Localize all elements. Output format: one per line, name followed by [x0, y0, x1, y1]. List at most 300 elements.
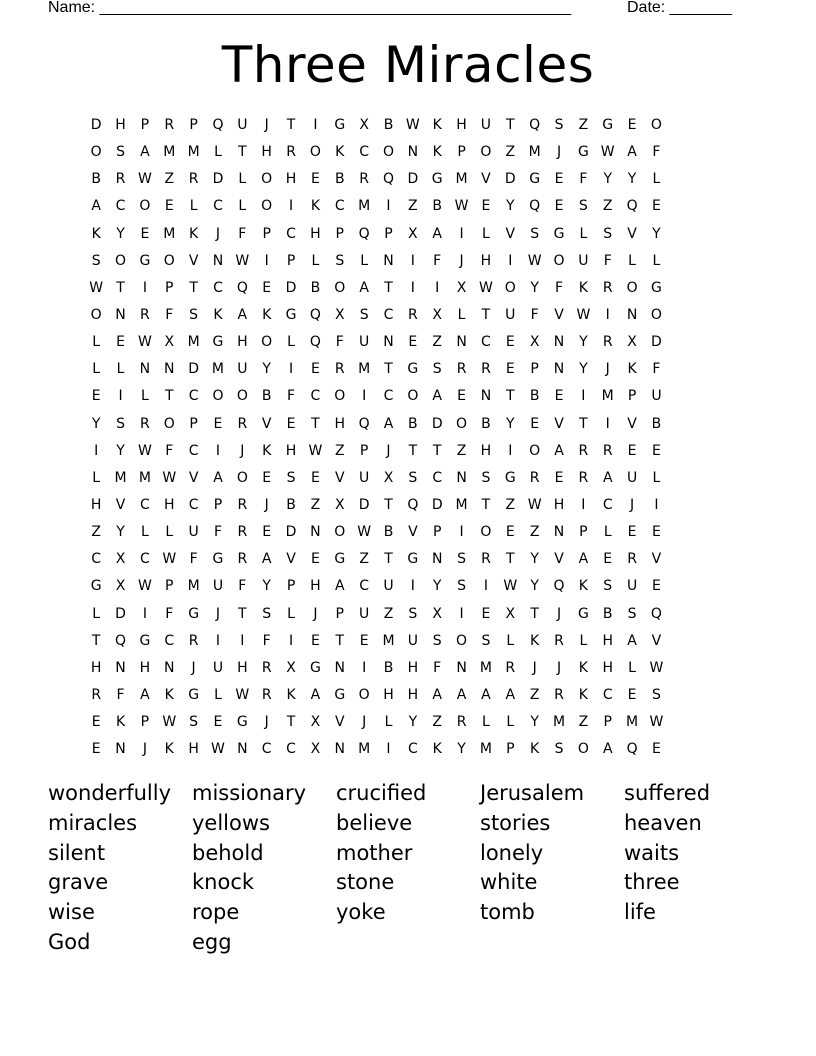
- grid-letter: J: [386, 442, 391, 459]
- grid-letter: E: [262, 524, 272, 541]
- grid-letter: G: [188, 605, 200, 622]
- grid-letter: I: [605, 307, 610, 324]
- grid-letter: C: [140, 497, 150, 514]
- grid-letter: H: [310, 225, 321, 242]
- grid-letter: L: [482, 225, 490, 242]
- grid-letter: Z: [334, 442, 345, 459]
- grid-letter: O: [480, 144, 492, 161]
- grid-letter: N: [212, 252, 224, 269]
- grid-letter: E: [627, 442, 637, 459]
- grid-letter: I: [508, 442, 513, 459]
- grid-letter: B: [529, 388, 540, 405]
- grid-letter: F: [165, 442, 174, 459]
- grid-letter: A: [481, 687, 491, 704]
- grid-letter: V: [651, 551, 662, 568]
- grid-letter: G: [285, 307, 297, 324]
- grid-letter: T: [506, 551, 515, 568]
- grid-letter: K: [432, 741, 442, 758]
- grid-letter: S: [408, 469, 418, 486]
- grid-letter: S: [408, 605, 418, 622]
- grid-letter: H: [456, 117, 467, 134]
- grid-letter: G: [529, 171, 541, 188]
- word-item: tomb: [480, 900, 535, 925]
- word-item: suffered: [624, 781, 711, 805]
- grid-letter: Q: [236, 279, 248, 296]
- grid-letter: O: [261, 198, 273, 215]
- grid-letter: A: [578, 551, 589, 568]
- grid-row: [84, 275, 734, 302]
- grid-letter: W: [357, 524, 372, 541]
- grid-letter: E: [262, 279, 272, 296]
- grid-letter: Y: [652, 225, 661, 242]
- grid-letter: F: [603, 252, 612, 269]
- grid-letter: A: [505, 687, 516, 704]
- grid-letter: C: [359, 578, 370, 595]
- grid-letter: H: [602, 659, 613, 676]
- grid-letter: R: [115, 171, 126, 188]
- grid-letter: S: [578, 198, 588, 215]
- word-item: three: [624, 870, 680, 895]
- grid-letter: C: [334, 198, 345, 215]
- grid-letter: N: [626, 307, 638, 324]
- grid-letter: K: [189, 225, 199, 242]
- grid-letter: W: [137, 334, 152, 351]
- grid-letter: S: [262, 605, 272, 622]
- grid-letter: M: [626, 714, 639, 731]
- grid-letter: T: [286, 117, 296, 134]
- grid-letter: L: [457, 307, 466, 324]
- grid-letter: G: [602, 117, 614, 134]
- grid-letter: T: [116, 279, 125, 296]
- grid-letter: L: [482, 714, 490, 731]
- grid-letter: R: [481, 361, 491, 378]
- grid-letter: W: [649, 659, 664, 676]
- grid-letter: P: [530, 361, 539, 378]
- grid-letter: W: [211, 741, 225, 758]
- grid-row: [84, 411, 734, 438]
- grid-letter: O: [236, 469, 248, 486]
- grid-letter: H: [285, 171, 297, 188]
- grid-letter: N: [553, 361, 565, 378]
- grid-letter: G: [139, 252, 151, 269]
- grid-letter: D: [115, 605, 126, 622]
- grid-letter: S: [627, 605, 637, 622]
- grid-letter: S: [359, 307, 369, 324]
- grid-letter: K: [627, 361, 637, 378]
- grid-letter: E: [116, 334, 125, 351]
- grid-letter: B: [432, 198, 443, 215]
- grid-letter: W: [527, 497, 542, 514]
- grid-letter: T: [384, 497, 393, 514]
- grid-letter: V: [261, 415, 272, 432]
- grid-letter: K: [578, 279, 588, 296]
- grid-letter: U: [359, 605, 370, 622]
- grid-letter: C: [407, 741, 418, 758]
- grid-letter: T: [408, 442, 418, 459]
- grid-letter: E: [554, 469, 564, 486]
- grid-letter: C: [383, 307, 394, 324]
- grid-letter: A: [432, 388, 442, 405]
- grid-letter: P: [140, 117, 150, 134]
- grid-letter: W: [600, 144, 615, 161]
- word-item: stone: [336, 870, 395, 895]
- grid-letter: E: [91, 714, 101, 731]
- grid-letter: U: [237, 117, 248, 134]
- grid-letter: Z: [432, 714, 442, 731]
- grid-row: [84, 628, 734, 655]
- grid-letter: G: [309, 659, 321, 676]
- grid-letter: Y: [506, 415, 515, 432]
- grid-row: [84, 438, 734, 465]
- grid-letter: G: [334, 687, 346, 704]
- grid-letter: W: [162, 551, 177, 568]
- grid-letter: E: [627, 117, 637, 134]
- grid-letter: F: [652, 361, 661, 378]
- grid-letter: E: [310, 361, 320, 378]
- grid-letter: B: [408, 415, 418, 432]
- grid-letter: Q: [553, 578, 565, 595]
- grid-letter: E: [91, 388, 101, 405]
- grid-letter: Y: [579, 361, 588, 378]
- grid-letter: E: [359, 632, 369, 649]
- grid-letter: H: [261, 144, 272, 161]
- grid-row: [84, 329, 734, 356]
- grid-letter: Q: [407, 497, 419, 514]
- grid-letter: L: [92, 469, 101, 486]
- grid-letter: Y: [408, 714, 418, 731]
- grid-letter: F: [189, 551, 198, 568]
- grid-letter: O: [309, 144, 321, 161]
- grid-letter: I: [459, 524, 464, 541]
- grid-letter: L: [506, 632, 515, 649]
- word-bank: [48, 779, 768, 958]
- grid-letter: A: [334, 578, 345, 595]
- grid-letter: D: [407, 171, 419, 188]
- grid-letter: L: [140, 524, 149, 541]
- grid-letter: E: [310, 551, 320, 568]
- grid-letter: E: [213, 415, 223, 432]
- grid-letter: W: [235, 252, 250, 269]
- grid-letter: G: [651, 279, 662, 296]
- grid-letter: R: [359, 171, 369, 188]
- grid-letter: Q: [309, 334, 321, 351]
- grid-letter: Y: [116, 225, 125, 242]
- grid-letter: N: [431, 551, 443, 568]
- grid-letter: O: [456, 632, 468, 649]
- word-item: yoke: [336, 900, 386, 925]
- grid-letter: L: [92, 361, 101, 378]
- grid-letter: T: [238, 605, 247, 622]
- grid-letter: J: [532, 659, 537, 676]
- grid-letter: H: [480, 442, 492, 459]
- grid-letter: Z: [91, 524, 101, 541]
- word-item: Jerusalem: [480, 781, 585, 805]
- grid-letter: A: [359, 279, 369, 296]
- grid-letter: S: [603, 578, 613, 595]
- grid-letter: W: [162, 469, 177, 486]
- grid-letter: P: [457, 144, 466, 161]
- grid-letter: V: [651, 632, 662, 649]
- grid-letter: Q: [212, 117, 224, 134]
- grid-letter: O: [236, 388, 248, 405]
- grid-letter: J: [556, 659, 562, 676]
- grid-letter: V: [627, 225, 637, 242]
- grid-letter: C: [213, 279, 223, 296]
- grid-letter: O: [261, 334, 273, 351]
- grid-letter: K: [578, 687, 588, 704]
- grid-letter: R: [334, 361, 345, 378]
- word-item: stories: [480, 810, 551, 835]
- grid-row: [84, 139, 734, 166]
- grid-letter: N: [407, 144, 419, 161]
- grid-letter: Z: [164, 171, 175, 188]
- grid-letter: U: [407, 632, 418, 649]
- grid-letter: F: [579, 171, 588, 188]
- grid-letter: O: [115, 252, 127, 269]
- grid-letter: A: [383, 415, 394, 432]
- grid-letter: N: [334, 659, 346, 676]
- grid-letter: M: [187, 144, 200, 161]
- grid-letter: T: [481, 307, 491, 324]
- grid-letter: P: [384, 225, 393, 242]
- grid-letter: V: [188, 252, 199, 269]
- grid-letter: V: [286, 551, 296, 568]
- grid-letter: O: [90, 307, 102, 324]
- grid-letter: J: [556, 605, 562, 622]
- grid-letter: H: [139, 659, 151, 676]
- grid-letter: R: [286, 144, 296, 161]
- grid-letter: Y: [506, 198, 515, 215]
- grid-letter: X: [286, 659, 296, 676]
- grid-letter: M: [358, 198, 371, 215]
- grid-letter: J: [313, 605, 318, 622]
- grid-letter: J: [630, 497, 635, 514]
- grid-letter: V: [408, 524, 418, 541]
- grid-letter: N: [383, 334, 394, 351]
- grid-letter: S: [481, 469, 491, 486]
- grid-letter: Z: [456, 442, 467, 459]
- grid-letter: K: [530, 632, 540, 649]
- grid-letter: N: [310, 524, 321, 541]
- grid-letter: A: [627, 144, 637, 161]
- grid-letter: R: [140, 307, 150, 324]
- grid-letter: O: [163, 252, 175, 269]
- grid-letter: N: [139, 361, 151, 378]
- grid-letter: Z: [408, 198, 418, 215]
- grid-letter: A: [602, 741, 613, 758]
- grid-letter: N: [164, 659, 175, 676]
- grid-letter: K: [262, 307, 272, 324]
- grid-letter: U: [505, 307, 516, 324]
- grid-letter: N: [456, 659, 467, 676]
- grid-letter: N: [115, 307, 126, 324]
- grid-letter: Z: [505, 497, 516, 514]
- grid-letter: E: [408, 334, 418, 351]
- grid-letter: E: [652, 198, 661, 215]
- grid-letter: E: [310, 469, 320, 486]
- grid-letter: H: [115, 117, 126, 134]
- grid-letter: L: [189, 198, 198, 215]
- grid-letter: A: [602, 469, 613, 486]
- grid-letter: W: [527, 252, 542, 269]
- grid-letter: W: [503, 578, 518, 595]
- grid-letter: V: [627, 415, 637, 432]
- grid-letter: Z: [432, 334, 442, 351]
- grid-letter: T: [384, 361, 393, 378]
- grid-letter: L: [287, 605, 295, 622]
- grid-letter: C: [188, 388, 199, 405]
- grid-letter: A: [91, 198, 101, 215]
- grid-letter: S: [91, 252, 101, 269]
- grid-letter: X: [627, 334, 637, 351]
- grid-letter: E: [262, 469, 272, 486]
- grid-letter: J: [556, 144, 562, 161]
- grid-letter: E: [554, 388, 564, 405]
- grid-letter: L: [311, 252, 320, 269]
- grid-letter: M: [528, 144, 541, 161]
- grid-letter: I: [288, 361, 294, 378]
- grid-letter: P: [579, 524, 588, 541]
- grid-letter: B: [481, 415, 491, 432]
- grid-letter: L: [628, 659, 636, 676]
- grid-letter: N: [553, 524, 565, 541]
- grid-letter: A: [140, 144, 150, 161]
- grid-letter: O: [139, 198, 151, 215]
- grid-letter: L: [214, 144, 222, 161]
- grid-letter: Y: [91, 415, 101, 432]
- grid-letter: R: [456, 361, 467, 378]
- grid-letter: B: [286, 497, 296, 514]
- name-field: Name: _____________________________________________________: [48, 0, 572, 16]
- grid-letter: R: [91, 687, 102, 704]
- grid-letter: H: [163, 497, 175, 514]
- grid-row: [84, 709, 734, 736]
- grid-letter: G: [577, 144, 589, 161]
- grid-letter: G: [188, 687, 200, 704]
- grid-letter: E: [652, 442, 661, 459]
- grid-letter: S: [286, 469, 296, 486]
- grid-row: [84, 682, 734, 709]
- grid-letter: O: [650, 117, 662, 134]
- grid-letter: Y: [530, 551, 539, 568]
- grid-letter: S: [457, 551, 467, 568]
- grid-letter: L: [506, 714, 515, 731]
- grid-letter: R: [602, 334, 613, 351]
- grid-letter: E: [627, 524, 637, 541]
- grid-letter: V: [505, 225, 516, 242]
- grid-letter: M: [211, 361, 225, 378]
- grid-letter: W: [235, 687, 250, 704]
- grid-letter: K: [335, 144, 345, 161]
- grid-letter: G: [236, 714, 248, 731]
- grid-letter: L: [140, 388, 149, 405]
- grid-letter: L: [628, 252, 636, 269]
- grid-letter: A: [432, 225, 442, 242]
- grid-row: [84, 736, 734, 763]
- grid-letter: V: [334, 714, 345, 731]
- grid-letter: N: [115, 741, 126, 758]
- grid-letter: P: [189, 117, 198, 134]
- grid-letter: C: [140, 551, 150, 568]
- grid-letter: S: [554, 117, 564, 134]
- grid-row: [84, 519, 734, 546]
- grid-letter: F: [238, 225, 247, 242]
- grid-letter: R: [237, 497, 248, 514]
- grid-letter: R: [505, 659, 516, 676]
- grid-letter: F: [433, 252, 442, 269]
- word-item: crucified: [336, 781, 427, 805]
- grid-letter: F: [433, 659, 442, 676]
- grid-letter: E: [91, 741, 101, 758]
- grid-letter: K: [530, 741, 540, 758]
- grid-letter: I: [410, 578, 415, 595]
- grid-letter: V: [554, 551, 564, 568]
- grid-letter: W: [454, 198, 469, 215]
- grid-letter: F: [213, 524, 222, 541]
- grid-letter: V: [554, 415, 564, 432]
- grid-letter: J: [142, 741, 147, 758]
- grid-letter: I: [410, 279, 415, 296]
- grid-letter: T: [384, 551, 393, 568]
- grid-letter: Z: [505, 144, 516, 161]
- grid-letter: B: [261, 388, 272, 405]
- grid-letter: L: [92, 334, 101, 351]
- grid-letter: R: [602, 442, 613, 459]
- grid-row: [84, 492, 734, 519]
- grid-letter: U: [480, 117, 492, 134]
- grid-letter: R: [481, 551, 491, 568]
- grid-letter: R: [188, 171, 199, 188]
- grid-letter: E: [652, 741, 661, 758]
- grid-letter: G: [431, 171, 443, 188]
- grid-letter: K: [262, 442, 272, 459]
- grid-letter: I: [288, 198, 294, 215]
- grid-row: [84, 302, 734, 329]
- grid-letter: T: [164, 388, 174, 405]
- grid-letter: G: [553, 225, 565, 242]
- grid-letter: A: [456, 687, 467, 704]
- grid-letter: W: [405, 117, 420, 134]
- grid-letter: Z: [310, 497, 321, 514]
- grid-letter: Q: [529, 117, 541, 134]
- grid-letter: C: [359, 144, 370, 161]
- grid-letter: L: [603, 524, 612, 541]
- grid-letter: J: [264, 714, 269, 731]
- grid-letter: U: [626, 469, 638, 486]
- grid-letter: O: [407, 388, 419, 405]
- grid-letter: X: [334, 497, 345, 514]
- grid-letter: X: [505, 605, 516, 622]
- grid-letter: X: [383, 469, 394, 486]
- grid-letter: I: [386, 198, 391, 215]
- grid-letter: R: [456, 714, 467, 731]
- grid-letter: O: [577, 741, 589, 758]
- grid-letter: R: [140, 415, 150, 432]
- grid-letter: X: [310, 714, 321, 731]
- grid-letter: U: [626, 578, 638, 595]
- grid-letter: R: [554, 687, 564, 704]
- word-item: egg: [192, 929, 232, 954]
- grid-letter: P: [335, 225, 344, 242]
- grid-letter: J: [215, 225, 221, 242]
- grid-letter: K: [164, 687, 174, 704]
- grid-letter: I: [508, 252, 513, 269]
- grid-letter: Y: [262, 361, 271, 378]
- grid-letter: C: [286, 225, 296, 242]
- grid-letter: B: [651, 415, 662, 432]
- grid-letter: X: [115, 551, 126, 568]
- grid-letter: C: [91, 551, 102, 568]
